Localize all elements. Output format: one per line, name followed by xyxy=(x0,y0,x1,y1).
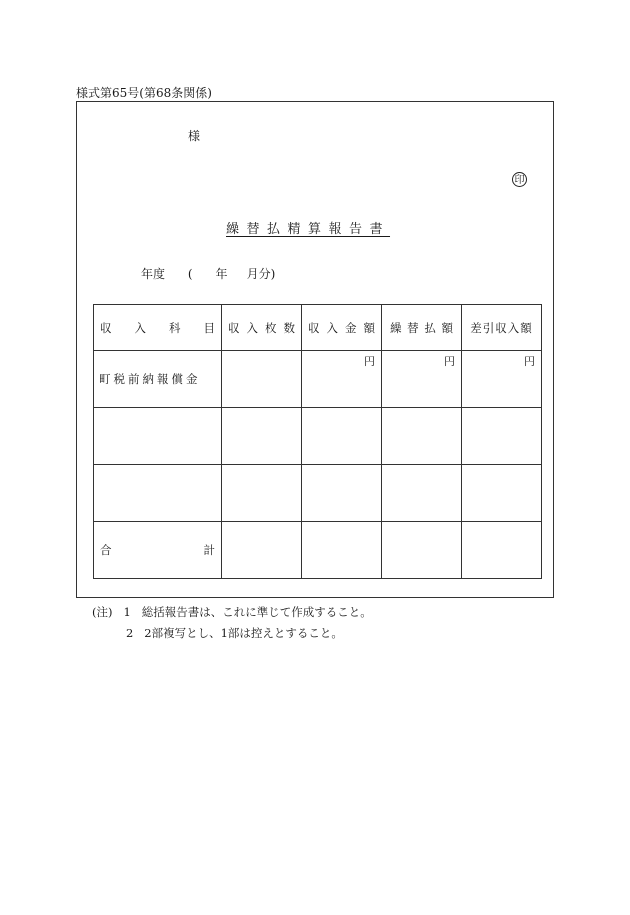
header-revenue-amount xyxy=(302,305,382,351)
row-label-cell[interactable] xyxy=(94,465,222,522)
row-label-cell[interactable] xyxy=(94,408,222,465)
total-advance-payment-cell[interactable] xyxy=(382,522,462,579)
total-row xyxy=(94,522,542,579)
header-advance-payment xyxy=(382,305,462,351)
addressee-suffix: 様 xyxy=(188,129,201,143)
note-text: 2部複写とし、1部は控えとすること。 xyxy=(144,626,343,640)
seal-icon: 印 xyxy=(512,172,527,187)
revenue-amount-cell[interactable] xyxy=(302,465,382,522)
note-item-2 xyxy=(92,623,372,644)
table-row xyxy=(94,465,542,522)
total-revenue-amount-cell[interactable] xyxy=(302,522,382,579)
header-char: 数 xyxy=(283,320,295,335)
header-char: 目 xyxy=(203,320,215,335)
note-number: 2 xyxy=(126,626,134,640)
note-number: 1 xyxy=(123,605,131,619)
net-revenue-cell[interactable] xyxy=(462,465,542,522)
form-number-label: 様式第65号(第68条関係) xyxy=(76,86,212,100)
header-char: 額 xyxy=(363,320,375,335)
header-net-revenue xyxy=(462,305,542,351)
year-label: 年 xyxy=(215,267,228,281)
note-item-1 xyxy=(92,602,372,623)
header-revenue-item xyxy=(94,305,222,351)
net-revenue-cell[interactable] xyxy=(462,351,542,408)
advance-payment-cell[interactable] xyxy=(382,351,462,408)
notes-prefix: (注) xyxy=(92,605,113,619)
header-char: 枚 xyxy=(265,320,277,335)
receipt-count-cell[interactable] xyxy=(222,408,302,465)
receipt-count-cell[interactable] xyxy=(222,465,302,522)
total-label-cell xyxy=(94,522,222,579)
advance-payment-cell[interactable] xyxy=(382,408,462,465)
header-char: 替 xyxy=(407,320,419,335)
yen-unit: 円 xyxy=(364,355,375,368)
total-net-revenue-cell[interactable] xyxy=(462,522,542,579)
fiscal-year-label: 年度 xyxy=(141,267,166,281)
table-row xyxy=(94,351,542,408)
yen-unit: 円 xyxy=(444,355,455,368)
total-label-right: 計 xyxy=(203,543,215,557)
header-char: 収 xyxy=(100,320,112,335)
header-char: 金 xyxy=(345,320,357,335)
header-char: 収 xyxy=(308,320,320,335)
notes-section xyxy=(92,602,372,644)
header-char: 入 xyxy=(134,320,146,335)
net-revenue-cell[interactable] xyxy=(462,408,542,465)
header-char: 払 xyxy=(424,320,436,335)
open-paren: ( xyxy=(187,267,193,281)
header-char: 入 xyxy=(326,320,338,335)
row-label-cell xyxy=(94,351,222,408)
advance-payment-cell[interactable] xyxy=(382,465,462,522)
total-receipt-count-cell[interactable] xyxy=(222,522,302,579)
settlement-table xyxy=(93,304,542,579)
note-text: 総括報告書は、これに準じて作成すること。 xyxy=(141,605,372,619)
receipt-count-cell[interactable] xyxy=(222,351,302,408)
month-label: 月分) xyxy=(246,267,276,281)
header-label: 差引収入額 xyxy=(470,320,533,335)
revenue-amount-cell[interactable] xyxy=(302,351,382,408)
header-char: 繰 xyxy=(390,320,402,335)
period-line xyxy=(141,265,275,282)
header-char: 額 xyxy=(441,320,453,335)
revenue-amount-cell[interactable] xyxy=(302,408,382,465)
table-header-row xyxy=(94,305,542,351)
row-label: 町税前納報償金 xyxy=(99,372,201,386)
report-title: 繰替払精算報告書 xyxy=(226,222,391,237)
header-receipt-count xyxy=(222,305,302,351)
table-row xyxy=(94,408,542,465)
header-char: 科 xyxy=(169,320,181,335)
header-char: 収 xyxy=(228,320,240,335)
header-char: 入 xyxy=(246,320,258,335)
yen-unit: 円 xyxy=(524,355,535,368)
total-label-left: 合 xyxy=(100,543,112,557)
